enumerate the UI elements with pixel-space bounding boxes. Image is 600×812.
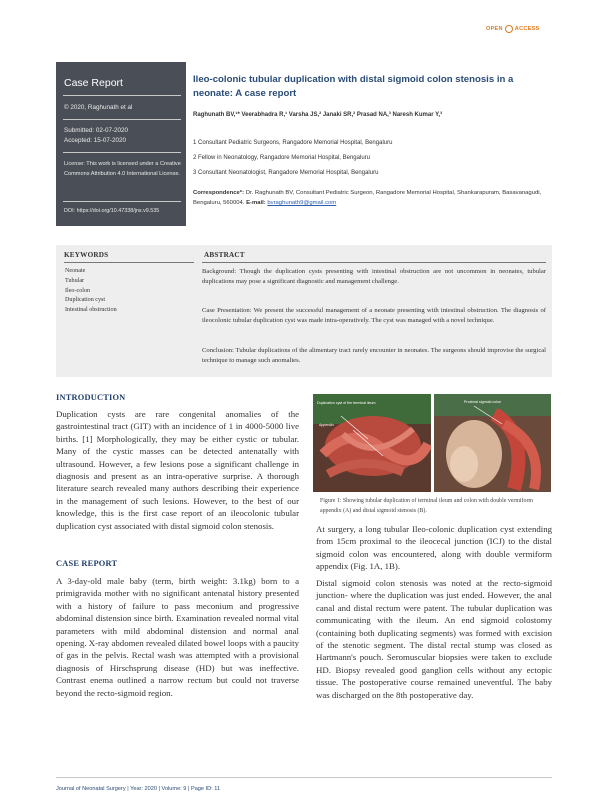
divider [63, 119, 181, 120]
case-report-text: A 3-day-old male baby (term, birth weight: 3.1kg) born to a primigravida mother with no significant antenatal history presented with a history of failure to pass meconium and progressive abdominal distension since birth. Examination revealed normal vital parameters with mild abdominal distension and normal anal opening. X-ray abdomen revealed dilated bowel loops with a paucity of gas in the pelvis. Rectal wash was attempted with a provisional diagnosis of Hirschsprung disease (HD) but was ineffective. Contrast enema outlined a narrow rectum but could not traverse beyond the recto-sigmoid region. [56, 576, 299, 698]
submitted-date: Submitted: 02-07-2020 [64, 127, 129, 134]
keyword: Ileo-colon [65, 287, 91, 294]
divider [63, 95, 181, 96]
introduction-heading: INTRODUCTION [56, 393, 126, 402]
keyword: Duplication cyst [65, 297, 106, 304]
affiliation-2: 2 Fellow in Neonatology, Rangadore Memorial Hospital, Bengaluru [193, 155, 370, 161]
correspondence-address: Dr. Raghunath BV, Consultant Pediatric Surgeon, Rangadore Memorial Hospital, Shankarapuram, Basavanagudi, Bengaluru, 560004. [193, 190, 542, 206]
keyword: Intestinal obstruction [65, 307, 117, 314]
divider [63, 152, 181, 153]
doi-link[interactable]: DOI: https://doi.org/10.47338/jns.v9.535 [64, 208, 160, 214]
journal-footer: Journal of Neonatal Surgery | Year: 2020 | Volume: 9 | Page ID: 11 [56, 786, 221, 792]
figure-1b-photo [434, 394, 551, 492]
email-link[interactable]: bvraghunath9@gmail.com [267, 200, 337, 206]
abstract-conclusion: Conclusion: Tubular duplications of the alimentary tract rarely encounter in neonates. The surgeons should improvise the surgical technique to manage such anomalies. [202, 347, 546, 365]
accepted-date: Accepted: 15-07-2020 [64, 137, 126, 144]
divider [202, 262, 546, 263]
divider [64, 262, 194, 263]
open-access-text: OPEN [486, 26, 503, 32]
figure-1 [313, 394, 551, 492]
surgery-paragraph: At surgery, a long tubular Ileo-colonic duplication cyst extending from 15cm proximal to the ileocecal junction (ICJ) to the distal sigmoid colon was encountered, along with double vermiform appendix (Fig. 1A, 1B). [316, 524, 552, 572]
keyword: Tubular [65, 277, 85, 284]
figure-label-appendix: Appendix [319, 423, 334, 427]
license-link[interactable]: Creative Commons Attribution 4.0 International License. [64, 161, 181, 177]
case-report-heading: CASE REPORT [56, 559, 118, 568]
introduction-text: Duplication cysts are rare congenital anomalies of the gastrointestinal tract (GIT) with an incidence of 1 in 4000-5000 live births. [1] Morphologically, they may be either cystic or tubular. Many of the cystic masses can be detected antenatally with ultrasound. However, a few lesions pose a significant challenge in diagnosis and present as an intra-operative surprise. A thorough literature search revealed many authors describing their experience in the management of such lesions. However, to the best of our knowledge, this is the first case report of an ileocolonic tubular duplication cyst associated with distal sigmoid colon stenosis. [56, 409, 299, 531]
footer-divider [56, 777, 552, 778]
affiliation-1: 1 Consultant Pediatric Surgeons, Rangadore Memorial Hospital, Bengaluru [193, 140, 393, 146]
abstract-heading: ABSTRACT [204, 251, 245, 259]
article-type: Case Report [64, 77, 123, 89]
open-access-badge [486, 25, 540, 33]
keyword: Neonate [65, 268, 86, 274]
figure-1a-photo [313, 394, 431, 492]
license-prefix: License: This work is licensed under a [64, 161, 159, 167]
copyright: © 2020, Raghunath et al [64, 104, 133, 111]
figure-label-sigmoid: Proximal sigmoid colon [464, 400, 501, 404]
article-info-panel [56, 62, 186, 226]
abstract-background: Background: Though the duplication cysts presenting with intestinal obstruction are not uncommon in neonates, tubular duplications may pose a significant diagnostic and management challenge. [202, 268, 546, 286]
correspondence [193, 188, 553, 208]
keywords-abstract-box [56, 245, 552, 377]
affiliation-3: 3 Consultant Neonatologist, Rangadore Memorial Hospital, Bengaluru [193, 170, 379, 176]
email-label: E-mail: [246, 200, 266, 206]
open-lock-icon [505, 25, 513, 33]
keywords-heading: KEYWORDS [64, 251, 109, 259]
keyword-list [65, 267, 117, 316]
stenosis-paragraph: Distal sigmoid colon stenosis was noted at the recto-sigmoid junction- where the duplication was just ended. However, the anal canal and distal rectum were patent. The tubular duplication was communicating with the ileum. An end sigmoid colostomy (containing both duplicating segments) was formed with excision of the stenotic segment. The distal rectal stump was closed as Hartmann's pouch. Seromuscular biopsies were taken to exclude HD. Biopsy revealed good ganglion cells without any ectopic tissue. The postoperative course remained uneventful. The baby was discharged on the 8th postoperative day. [316, 578, 552, 700]
access-text: ACCESS [514, 26, 540, 32]
correspondence-label: Correspondence*: [193, 190, 245, 196]
license-text [64, 159, 182, 179]
abstract-case-presentation: Case Presentation: We present the successful management of a neonate presenting with intestinal obstruction. The diagnosis of ileocolonic tubular duplication cyst was made intra-operatively. The cyst was managed with a novel technique. [202, 307, 546, 325]
author-list: Raghunath BV,¹* Veerabhadra R,¹ Varsha JS,² Janaki SR,² Prasad NA,³ Naresh Kumar Y,³ [193, 112, 443, 118]
figure-label-duplication: Duplication cyst of the terminal ileum [317, 401, 376, 405]
paper-title: Ileo-colonic tubular duplication with distal sigmoid colon stenosis in a neonate: A case report [193, 74, 514, 99]
divider [63, 201, 181, 202]
figure-1-caption: Figure 1: Showing tubular duplication of terminal ileum and colon with double vermiform appendix (A) and distal sigmoid stenosis (B). [320, 498, 534, 514]
